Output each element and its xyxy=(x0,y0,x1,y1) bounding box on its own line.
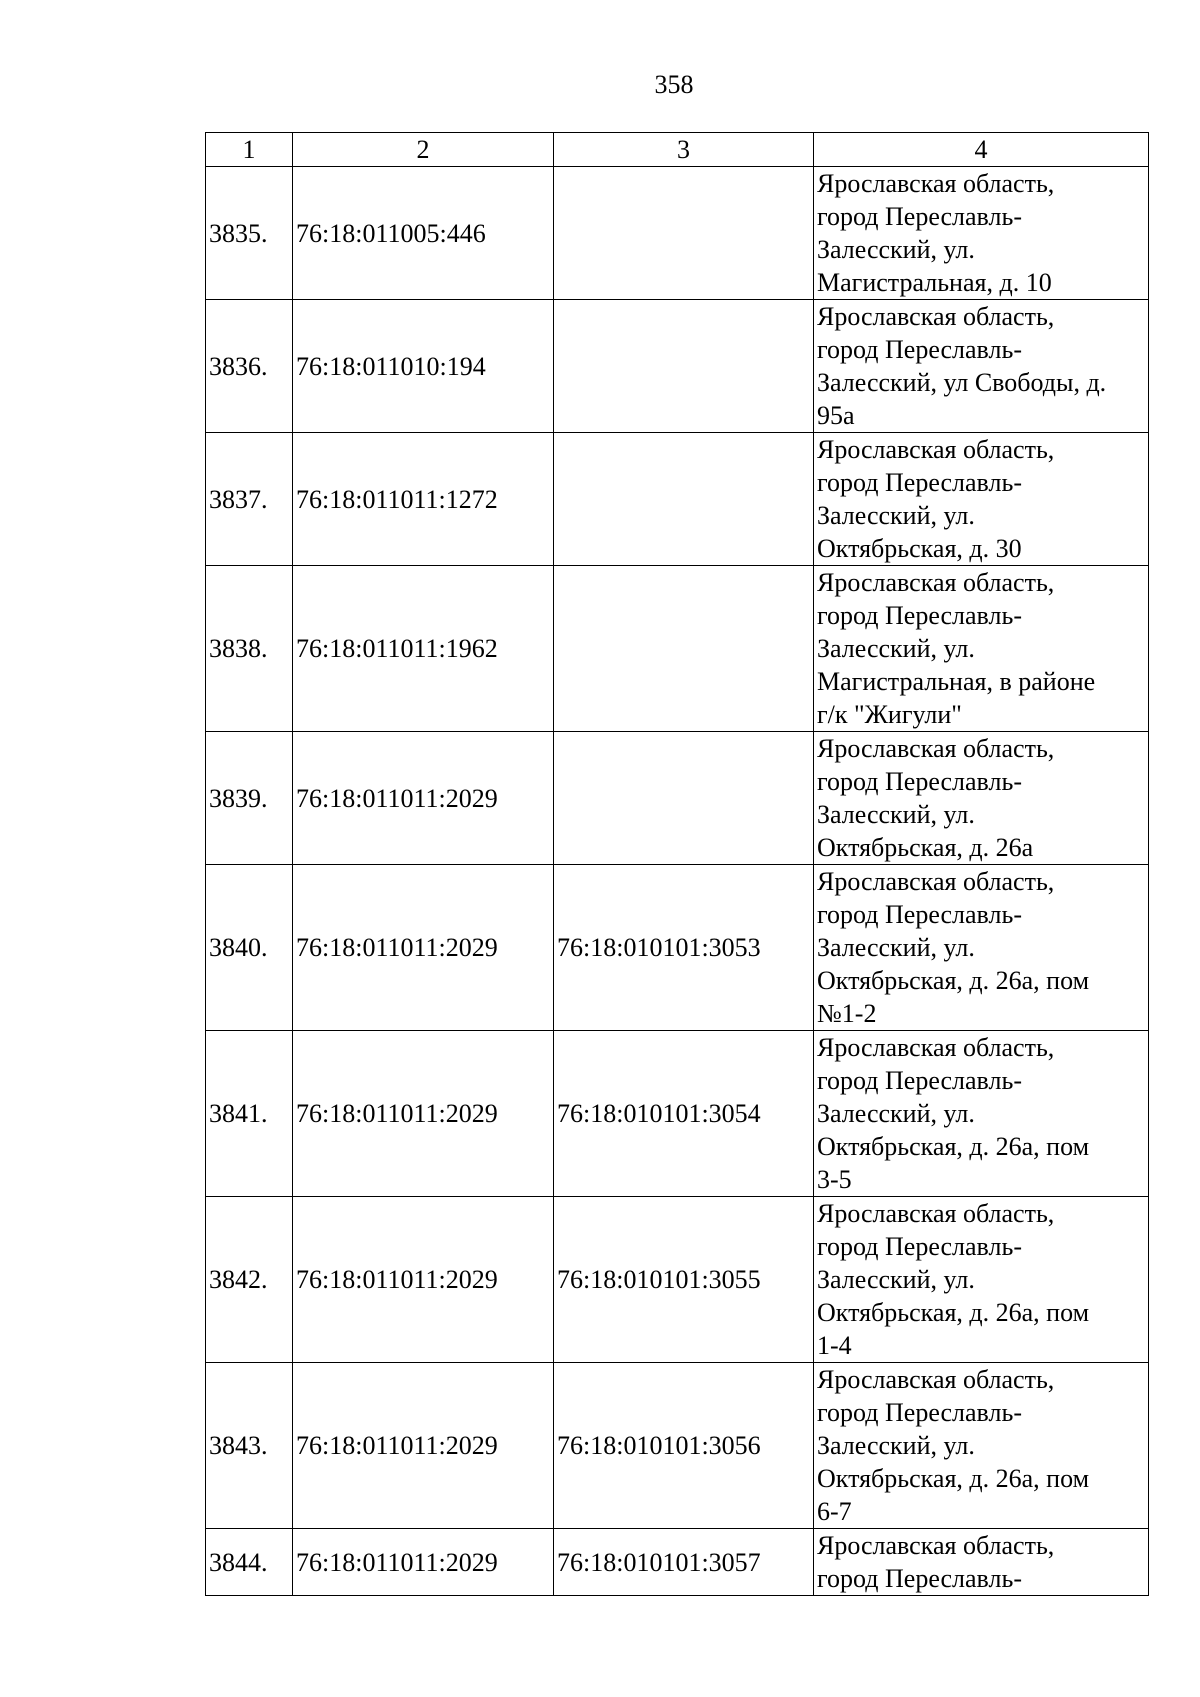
address: Ярославская область, город Переславль- Залесский, ул. Октябрьская, д. 26а xyxy=(814,732,1149,865)
row-number: 3838. xyxy=(206,566,293,732)
table-row xyxy=(206,865,1149,1031)
premises-cadastral-number xyxy=(554,300,814,433)
page-number: 358 xyxy=(654,70,694,99)
row-number: 3835. xyxy=(206,167,293,300)
table-row xyxy=(206,566,1149,732)
table-row xyxy=(206,433,1149,566)
premises-cadastral-number xyxy=(554,732,814,865)
cadastral-number: 76:18:011011:2029 xyxy=(293,1031,554,1197)
premises-cadastral-number xyxy=(554,433,814,566)
cadastral-number: 76:18:011011:1272 xyxy=(293,433,554,566)
cadastral-number: 76:18:011005:446 xyxy=(293,167,554,300)
table-row xyxy=(206,1197,1149,1363)
address: Ярославская область, город Переславль- xyxy=(814,1529,1149,1596)
address: Ярославская область, город Переславль- Залесский, ул Свободы, д. 95а xyxy=(814,300,1149,433)
cadastral-number: 76:18:011011:1962 xyxy=(293,566,554,732)
address: Ярославская область, город Переславль- Залесский, ул. Октябрьская, д. 26а, пом 3-5 xyxy=(814,1031,1149,1197)
premises-cadastral-number xyxy=(554,566,814,732)
premises-cadastral-number: 76:18:010101:3053 xyxy=(554,865,814,1031)
premises-cadastral-number xyxy=(554,167,814,300)
premises-cadastral-number: 76:18:010101:3056 xyxy=(554,1363,814,1529)
cadastral-number: 76:18:011011:2029 xyxy=(293,1197,554,1363)
cadastral-number: 76:18:011011:2029 xyxy=(293,1363,554,1529)
address: Ярославская область, город Переславль- Залесский, ул. Октябрьская, д. 26а, пом 6-7 xyxy=(814,1363,1149,1529)
row-number: 3836. xyxy=(206,300,293,433)
registry-table xyxy=(205,132,1149,1596)
table-row xyxy=(206,732,1149,865)
table-row xyxy=(206,1363,1149,1529)
table-header-row xyxy=(206,133,1149,167)
row-number: 3843. xyxy=(206,1363,293,1529)
column-header: 3 xyxy=(554,133,814,167)
cadastral-number: 76:18:011011:2029 xyxy=(293,865,554,1031)
address: Ярославская область, город Переславль- Залесский, ул. Октябрьская, д. 26а, пом №1-2 xyxy=(814,865,1149,1031)
premises-cadastral-number: 76:18:010101:3055 xyxy=(554,1197,814,1363)
address: Ярославская область, город Переславль- Залесский, ул. Октябрьская, д. 26а, пом 1-4 xyxy=(814,1197,1149,1363)
row-number: 3839. xyxy=(206,732,293,865)
column-header: 4 xyxy=(814,133,1149,167)
premises-cadastral-number: 76:18:010101:3057 xyxy=(554,1529,814,1596)
column-header: 1 xyxy=(206,133,293,167)
row-number: 3842. xyxy=(206,1197,293,1363)
table-row xyxy=(206,1031,1149,1197)
row-number: 3844. xyxy=(206,1529,293,1596)
address: Ярославская область, город Переславль- Залесский, ул. Магистральная, д. 10 xyxy=(814,167,1149,300)
row-number: 3841. xyxy=(206,1031,293,1197)
row-number: 3837. xyxy=(206,433,293,566)
table-row xyxy=(206,167,1149,300)
premises-cadastral-number: 76:18:010101:3054 xyxy=(554,1031,814,1197)
cadastral-number: 76:18:011011:2029 xyxy=(293,732,554,865)
cadastral-number: 76:18:011011:2029 xyxy=(293,1529,554,1596)
column-header: 2 xyxy=(293,133,554,167)
cadastral-number: 76:18:011010:194 xyxy=(293,300,554,433)
row-number: 3840. xyxy=(206,865,293,1031)
table-row xyxy=(206,300,1149,433)
table-row xyxy=(206,1529,1149,1596)
address: Ярославская область, город Переславль- Залесский, ул. Магистральная, в районе г/к "Жигули" xyxy=(814,566,1149,732)
address: Ярославская область, город Переславль- Залесский, ул. Октябрьская, д. 30 xyxy=(814,433,1149,566)
